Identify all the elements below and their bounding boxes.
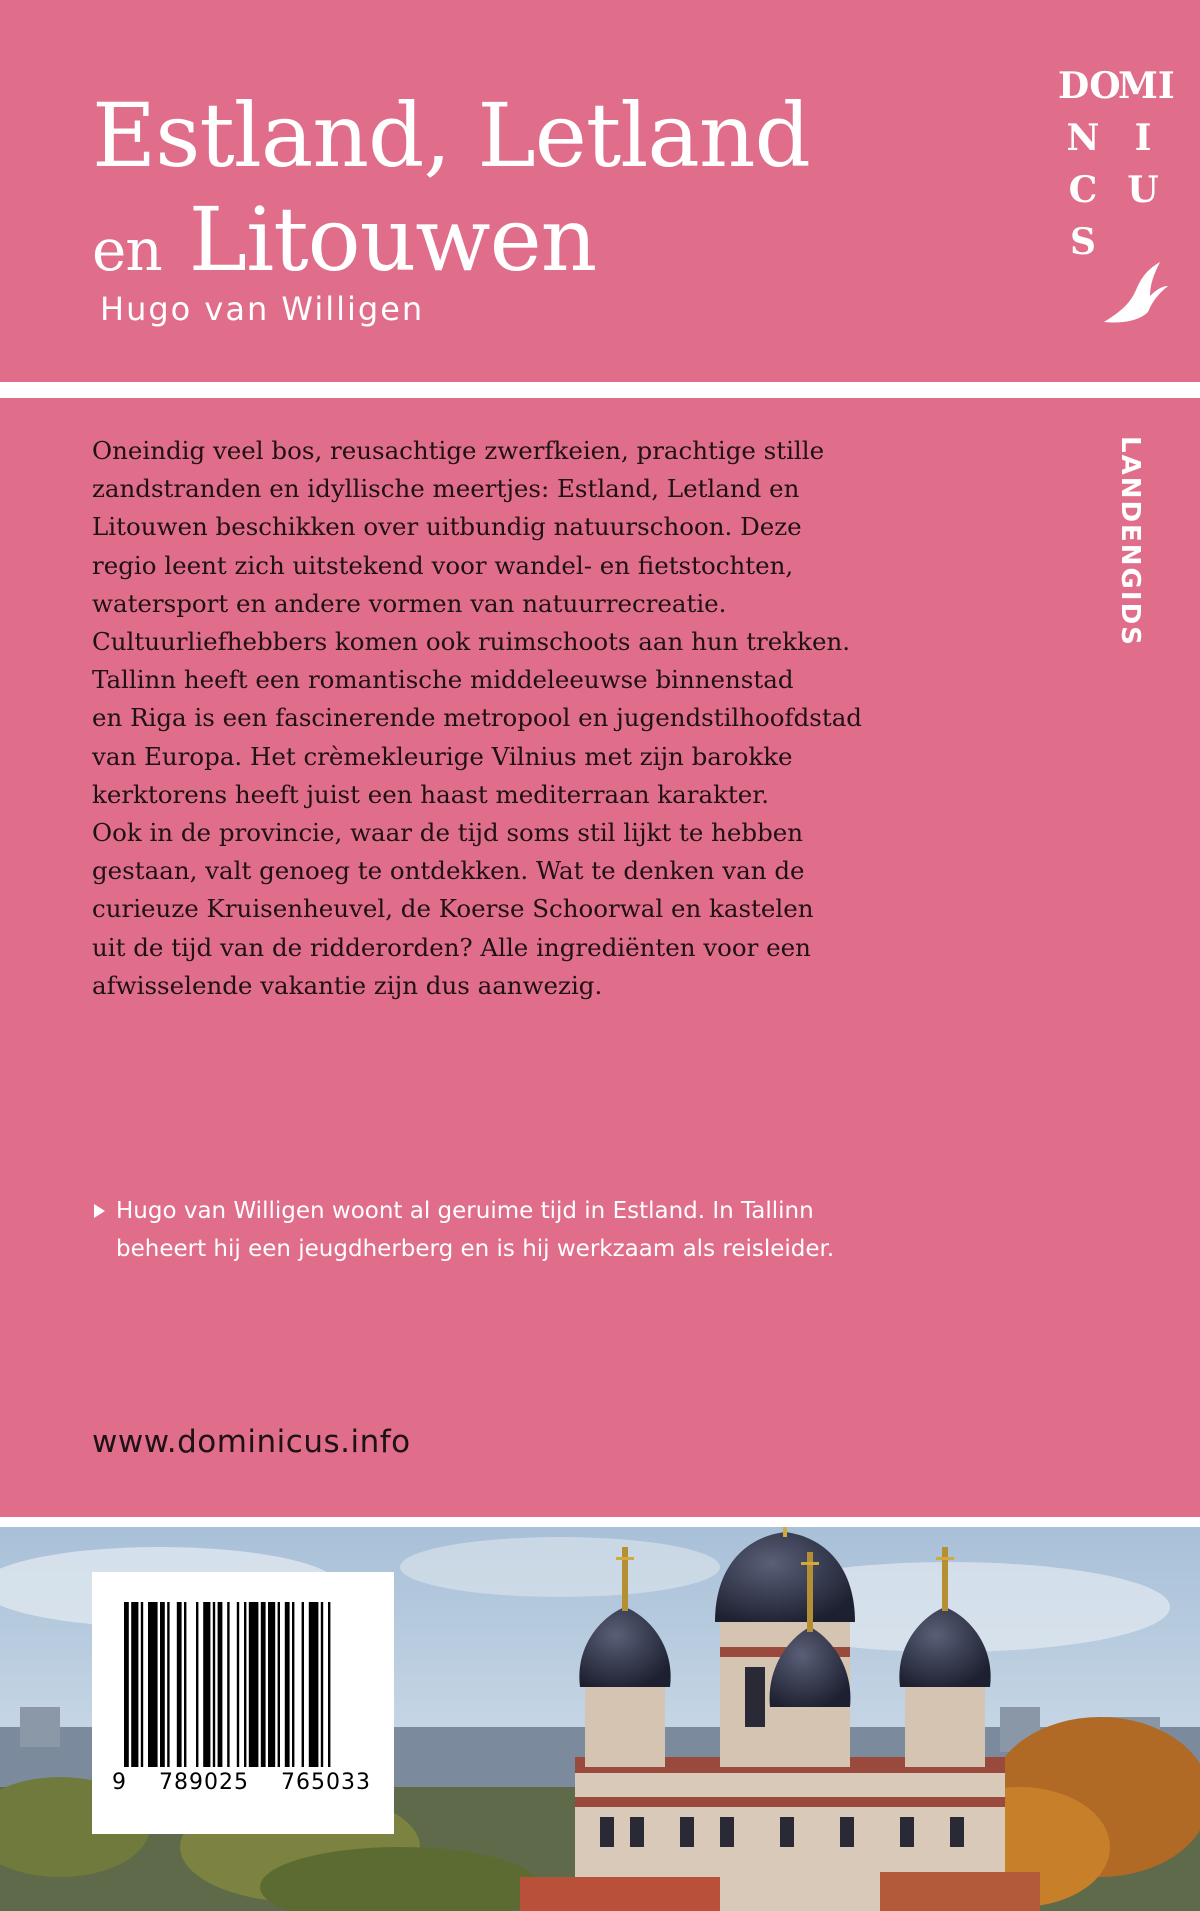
blurb-line: afwisselende vakantie zijn dus aanwezig.: [92, 970, 603, 1000]
logo-row-2: [1058, 112, 1168, 164]
bird-icon: [1100, 260, 1170, 330]
barcode-bar: [249, 1602, 259, 1767]
author-name: Hugo van Willigen: [100, 290, 425, 328]
barcode-bar: [237, 1602, 239, 1767]
blurb-line: en Riga is een fascinerende metropool en jugendstilhoofdstad: [92, 703, 862, 733]
book-title-main: Litouwen: [188, 188, 597, 291]
blurb-line: Litouwen beschikken over uitbundig natuurschoon. Deze: [92, 512, 802, 542]
logo-letters: DO: [1058, 65, 1121, 107]
barcode-bar: [321, 1602, 323, 1767]
series-label-text: LANDENGIDS: [1115, 436, 1145, 647]
author-note-line: Hugo van Willigen woont al geruime tijd in Estland. In Tallinn: [116, 1198, 814, 1224]
logo-row-1: [1058, 60, 1175, 112]
blurb-line: zandstranden en idyllische meertjes: Estland, Letland en: [92, 474, 800, 504]
barcode-bar: [160, 1602, 165, 1767]
barcode-bar: [278, 1602, 280, 1767]
barcode-bar: [268, 1602, 275, 1767]
barcode-bar: [177, 1602, 182, 1767]
barcode-bar: [196, 1602, 198, 1767]
blurb-line: gestaan, valt genoeg te ontdekken. Wat te denken van de: [92, 856, 805, 886]
barcode-bar: [148, 1602, 158, 1767]
book-blurb: [92, 432, 882, 1005]
barcode-bar: [218, 1602, 223, 1767]
author-note: [92, 1192, 892, 1268]
barcode-bar: [244, 1602, 246, 1767]
barcode-bar: [203, 1602, 210, 1767]
barcode-bar: [167, 1602, 169, 1767]
blurb-line: watersport en andere vormen van natuurrecreatie.: [92, 588, 727, 618]
blurb-line: Cultuurliefhebbers komen ook ruimschoots aan hun trekken.: [92, 627, 851, 657]
blurb-line: curieuze Kruisenheuvel, de Koerse Schoorwal en kastelen: [92, 894, 814, 924]
barcode-bar: [285, 1602, 290, 1767]
book-title-line2: [92, 188, 597, 291]
logo-letters: C: [1068, 169, 1098, 211]
blurb-line: kerktorens heeft juist een haast mediterraan karakter.: [92, 779, 770, 809]
isbn-left-group: 789025: [158, 1770, 249, 1795]
barcode-bar: [227, 1602, 229, 1767]
barcode-bar: [124, 1602, 129, 1767]
isbn-digits: [112, 1770, 382, 1795]
barcode-bar: [213, 1602, 215, 1767]
blurb-line: Tallinn heeft een romantische middeleeuwse binnenstad: [92, 665, 794, 695]
barcode-bar: [131, 1602, 138, 1767]
book-title-line1: Estland, Letland: [92, 84, 810, 187]
blurb-line: regio leent zich uitstekend voor wandel- en fietstochten,: [92, 550, 794, 580]
blurb-line: Ook in de provincie, waar de tijd soms stil lijkt te hebben: [92, 818, 804, 848]
logo-letters: MI: [1118, 65, 1175, 107]
author-note-line: beheert hij een jeugdherberg en is hij werkzaam als reisleider.: [116, 1236, 835, 1262]
barcode-bar: [302, 1602, 304, 1767]
barcode-bar: [328, 1602, 330, 1767]
barcode-bar: [184, 1602, 186, 1767]
barcode-bar: [141, 1602, 143, 1767]
blurb-line: Oneindig veel bos, reusachtige zwerfkeien, prachtige stille: [92, 436, 825, 465]
publisher-website: www.dominicus.info: [92, 1424, 411, 1460]
triangle-bullet-icon: [94, 1204, 105, 1218]
isbn-right-group: 765033: [280, 1770, 371, 1795]
barcode-bar: [292, 1602, 294, 1767]
logo-letters: S: [1070, 221, 1096, 263]
series-label: [1108, 436, 1152, 646]
logo-row-3: [1058, 164, 1168, 216]
barcode-bar: [309, 1602, 319, 1767]
logo-letters: U: [1127, 169, 1159, 211]
logo-letters: N: [1066, 117, 1100, 159]
publisher-logo: [1058, 60, 1175, 330]
book-title-prefix: en: [92, 216, 162, 284]
logo-letters: I: [1134, 117, 1152, 159]
barcode-bar: [261, 1602, 266, 1767]
isbn-barcode: [92, 1572, 394, 1834]
blurb-line: van Europa. Het crèmekleurige Vilnius met zijn barokke: [92, 741, 793, 771]
blurb-line: uit de tijd van de ridderorden? Alle ingrediënten voor een: [92, 932, 811, 962]
isbn-first-digit: 9: [112, 1770, 127, 1795]
